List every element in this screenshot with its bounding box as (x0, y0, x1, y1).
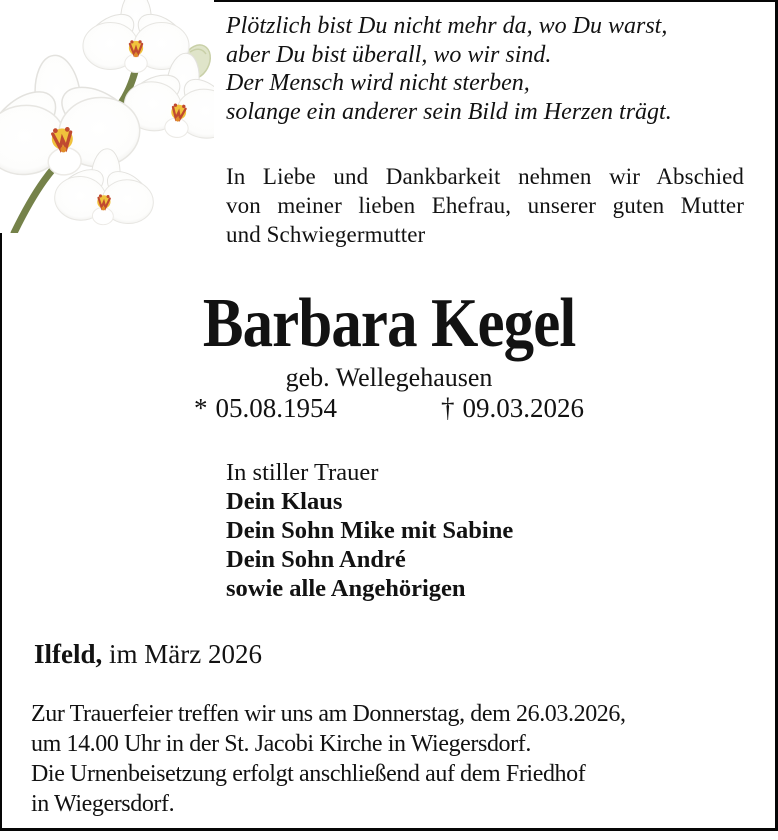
birth-date-value: 05.08.1954 (215, 393, 337, 423)
orchid-image (0, 0, 214, 233)
birth-date (194, 393, 337, 424)
dateline-date: im März 2026 (102, 639, 262, 669)
funeral-line: um 14.00 Uhr in der St. Jacobi Kirche in Wiegersdorf. (31, 731, 531, 757)
deceased-name: Barbara Kegel (202, 285, 576, 362)
verse-line: Plötzlich bist Du nicht mehr da, wo Du warst, (226, 13, 668, 39)
deceased-name-block (2, 285, 776, 362)
verse-line: aber Du bist überall, wo wir sind. (226, 41, 552, 68)
death-date (441, 393, 584, 424)
death-date-value: 09.03.2026 (462, 393, 584, 423)
place-dateline (34, 639, 262, 670)
mourner-name: Dein Sohn André (226, 546, 406, 573)
intro-line: In Liebe und Dankbarkeit nehmen wir Abschied (226, 164, 744, 189)
funeral-line: in Wiegersdorf. (31, 791, 175, 817)
birth-star-symbol: * (194, 393, 208, 423)
mourners-heading: In stiller Trauer (226, 459, 379, 486)
life-dates (2, 393, 776, 424)
mourners-list (226, 458, 513, 603)
maiden-name: geb. Wellegehausen (285, 363, 493, 392)
mourner-name: Dein Klaus (226, 488, 343, 515)
funeral-details (31, 699, 626, 819)
memorial-verse (226, 12, 672, 126)
funeral-line: Die Urnenbeisetzung erfolgt anschließend auf dem Friedhof (31, 761, 586, 787)
verse-line: Der Mensch wird nicht sterben, (226, 70, 530, 97)
white-orchid-branch-graphic (0, 0, 214, 233)
mourner-name: sowie alle Angehörigen (226, 575, 466, 602)
intro-text (226, 162, 744, 249)
intro-line: und Schwiegermutter (226, 222, 426, 247)
intro-line: von meiner lieben Ehefrau, unserer guten Mutter (226, 193, 744, 218)
mourner-name: Dein Sohn Mike mit Sabine (226, 517, 514, 544)
death-cross-symbol: † (441, 393, 455, 423)
funeral-line: Zur Trauerfeier treffen wir uns am Donnerstag, dem 26.03.2026, (31, 701, 626, 727)
dateline-place: Ilfeld, (34, 639, 103, 669)
verse-line: solange ein anderer sein Bild im Herzen trägt. (226, 98, 672, 125)
